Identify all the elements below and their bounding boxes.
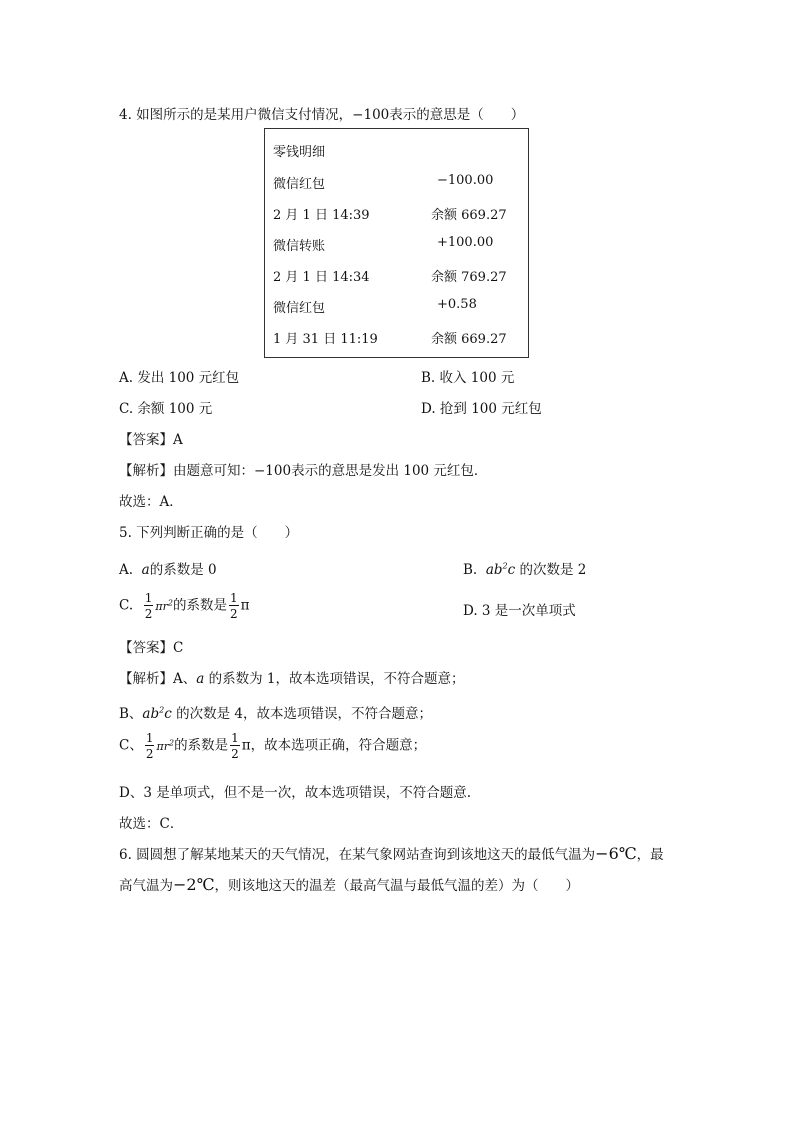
q5-option-d: D. 3 是一次单项式 xyxy=(463,603,576,619)
q5-stem: 5. 下列判断正确的是（ ） xyxy=(119,525,299,541)
q5-option-a: A. a的系数是 0 xyxy=(119,562,217,578)
q5-answer: 【答案】C xyxy=(119,640,184,656)
q5-analysis-d: D、3 是单项式，但不是一次，故本选项错误，不符合题意. xyxy=(119,785,471,801)
card-row-right: +0.58 xyxy=(437,297,477,312)
card-row-left: 1 月 31 日 11:19 xyxy=(273,332,378,347)
q6-line-1: 6. 圆圆想了解某地某天的天气情况，在某气象网站查询到该地这天的最低气温为−6℃，最 xyxy=(119,844,664,863)
q5-choose: 故选：C． xyxy=(119,816,184,832)
card-row-right: 余额 669.27 xyxy=(431,332,507,347)
q4-option-a: A. 发出 100 元红包 xyxy=(119,370,240,386)
q5-analysis-c: C、 $\frac{1}{2}$ $\pi r^2$的系数是 $\frac{1}{2}$ π，故本选项正确，符合题意； xyxy=(119,731,427,761)
q5-option-c: C. $\frac{1}{2}$ $\pi r^2$的系数是 $\frac{1}{2}$ π xyxy=(119,591,250,621)
q4-option-d: D. 抢到 100 元红包 xyxy=(421,401,542,417)
card-row-left: 微信红包 xyxy=(273,301,326,316)
card-row-left: 2 月 1 日 14:39 xyxy=(273,208,370,223)
q5-analysis-a: 【解析】A、a 的系数为 1，故本选项错误，不符合题意； xyxy=(119,671,465,687)
q4-stem: 4. 如图所示的是某用户微信支付情况，−100表示的意思是（ ） xyxy=(119,107,525,123)
card-row-right: +100.00 xyxy=(437,235,494,250)
card-row-left: 微信红包 xyxy=(273,177,326,192)
wallet-detail-card xyxy=(264,128,529,358)
q4-option-c: C. 余额 100 元 xyxy=(119,401,213,417)
q5-analysis-b: B、$ab^2c$ 的次数是 4，故本选项错误，不符合题意； xyxy=(119,705,432,722)
q5-option-b: B. $ab^2c$ 的次数是 2 xyxy=(463,561,587,578)
card-row-left: 微信转账 xyxy=(273,239,326,254)
card-row-right: −100.00 xyxy=(437,173,494,188)
math-a: a xyxy=(141,562,150,578)
q6-line-2: 高气温为−2℃，则该地这天的温差（最高气温与最低气温的差）为（ ） xyxy=(119,875,579,894)
card-row-left: 2 月 1 日 14:34 xyxy=(273,270,370,285)
q4-option-b: B. 收入 100 元 xyxy=(421,370,515,386)
card-title: 零钱明细 xyxy=(273,145,326,160)
card-row-right: 余额 769.27 xyxy=(431,270,507,285)
q4-answer: 【答案】A xyxy=(119,432,183,448)
q4-choose: 故选：A． xyxy=(119,494,183,510)
q4-analysis: 【解析】由题意可知：−100表示的意思是发出 100 元红包． xyxy=(119,463,488,479)
card-row-right: 余额 669.27 xyxy=(431,208,507,223)
math-ab2c: $ab^2c$ xyxy=(485,561,516,578)
